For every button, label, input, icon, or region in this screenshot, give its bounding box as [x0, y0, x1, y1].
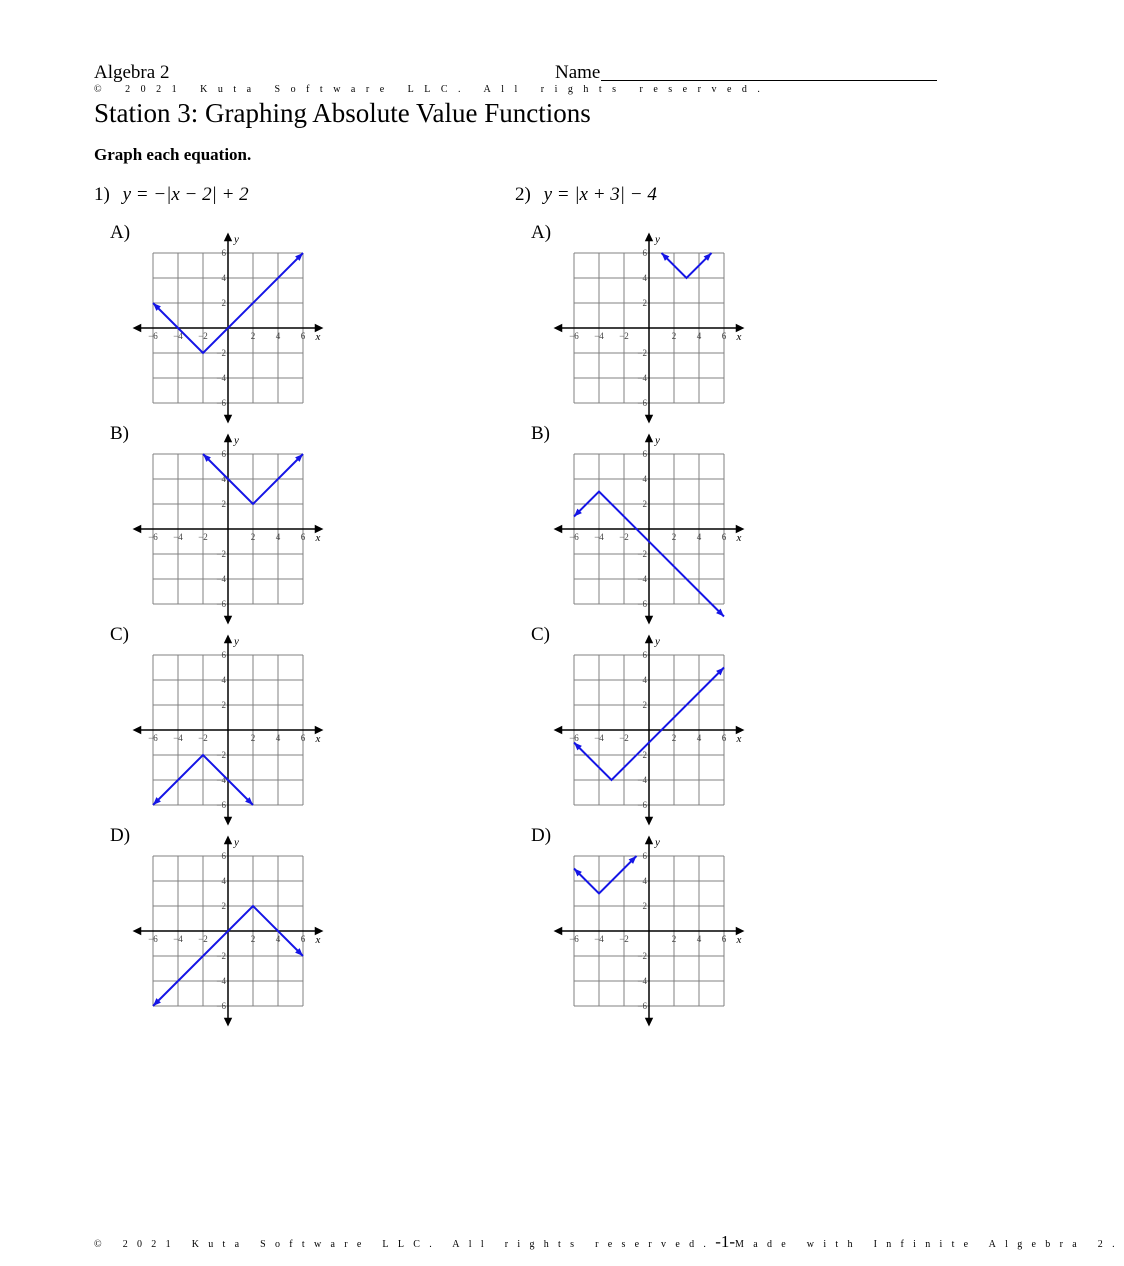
y-axis-label: y: [234, 635, 239, 648]
y-axis-label: y: [655, 635, 660, 648]
y-tick-label: 2: [642, 499, 647, 509]
y-axis-arrow: [225, 837, 231, 843]
y-tick-label: 2: [221, 298, 226, 308]
y-tick-label: 6: [642, 851, 647, 861]
y-axis-arrow: [225, 617, 231, 623]
problem-1-choice-graph[interactable]: [138, 831, 334, 1027]
problem-1: [94, 184, 249, 206]
y-tick-label: 2: [221, 901, 226, 911]
y-tick-label: −4: [216, 574, 226, 584]
x-tick-label: −4: [173, 934, 183, 944]
problem-2-choice-graph[interactable]: [559, 429, 755, 625]
problem-2-choice-label[interactable]: B): [531, 423, 550, 444]
x-tick-label: 4: [696, 733, 702, 743]
y-tick-label: −6: [637, 800, 647, 810]
y-tick-label: 4: [221, 474, 226, 484]
y-tick-label: 2: [221, 499, 226, 509]
y-tick-label: 6: [642, 449, 647, 459]
problem-2-number: 2): [515, 184, 531, 205]
x-tick-label: 6: [300, 934, 306, 944]
y-axis-arrow: [225, 636, 231, 642]
y-tick-label: 6: [221, 248, 226, 258]
problem-2: [515, 184, 657, 206]
y-tick-label: 2: [221, 700, 226, 710]
x-tick-label: 4: [696, 934, 702, 944]
axes: [555, 234, 743, 422]
x-tick-label: 6: [300, 331, 306, 341]
footer: [94, 1232, 1124, 1252]
x-axis-arrow: [134, 325, 140, 331]
y-axis-arrow: [225, 234, 231, 240]
y-axis-label: y: [234, 233, 239, 246]
y-axis-arrow: [646, 837, 652, 843]
y-tick-label: 4: [642, 876, 647, 886]
problem-1-number: 1): [94, 184, 110, 205]
x-tick-label: 2: [671, 934, 677, 944]
x-tick-label: 2: [250, 733, 256, 743]
y-tick-label: 4: [642, 675, 647, 685]
x-tick-label: −2: [619, 532, 629, 542]
y-axis-arrow: [225, 416, 231, 422]
axes: [555, 837, 743, 1025]
axes: [555, 435, 743, 623]
x-tick-label: −2: [619, 733, 629, 743]
x-tick-label: 6: [721, 934, 727, 944]
y-axis-arrow: [225, 1019, 231, 1025]
x-tick-label: 6: [721, 733, 727, 743]
y-axis-arrow: [646, 234, 652, 240]
x-tick-label: −6: [569, 331, 579, 341]
footer-made-with: Made with Infinite Algebra 2.: [735, 1239, 1124, 1250]
problem-1-choice-label[interactable]: B): [110, 423, 129, 444]
x-axis-arrow: [134, 526, 140, 532]
y-tick-label: −4: [216, 976, 226, 986]
problem-1-choice-label[interactable]: A): [110, 222, 131, 243]
x-axis-label: x: [315, 532, 321, 544]
problem-2-choice-graph[interactable]: [559, 831, 755, 1027]
x-tick-label: −4: [594, 733, 604, 743]
x-tick-label: −6: [569, 532, 579, 542]
y-tick-label: −2: [637, 348, 647, 358]
y-tick-label: −2: [216, 348, 226, 358]
x-axis-label: x: [736, 733, 742, 745]
y-tick-label: 2: [642, 901, 647, 911]
x-tick-label: 4: [275, 331, 281, 341]
x-tick-label: −4: [173, 331, 183, 341]
y-axis-label: y: [655, 434, 660, 447]
name-label: Name: [555, 62, 601, 83]
y-axis-arrow: [646, 818, 652, 824]
x-tick-label: −4: [594, 934, 604, 944]
x-tick-label: −4: [594, 532, 604, 542]
x-tick-label: −2: [198, 331, 208, 341]
problem-1-choice-graph[interactable]: [138, 429, 334, 625]
x-tick-label: 6: [721, 331, 727, 341]
x-tick-label: 4: [275, 934, 281, 944]
y-tick-label: 4: [642, 474, 647, 484]
x-tick-label: 6: [300, 532, 306, 542]
y-tick-label: −4: [216, 373, 226, 383]
x-tick-label: 2: [250, 532, 256, 542]
problem-1-equation: y = −|x − 2| + 2: [122, 184, 249, 205]
y-tick-label: −4: [637, 976, 647, 986]
footer-copyright: © 2021 Kuta Software LLC. All rights reserved.: [94, 1239, 716, 1250]
x-tick-label: 4: [696, 532, 702, 542]
y-tick-label: −2: [216, 951, 226, 961]
y-tick-label: −6: [216, 599, 226, 609]
y-tick-label: −2: [637, 951, 647, 961]
name-blank-line[interactable]: [601, 80, 937, 81]
x-axis-label: x: [315, 733, 321, 745]
axes: [555, 636, 743, 824]
y-tick-label: −2: [637, 549, 647, 559]
y-tick-label: −2: [637, 750, 647, 760]
x-axis-label: x: [315, 331, 321, 343]
problem-2-choice-label[interactable]: D): [531, 825, 552, 846]
y-tick-label: −6: [637, 1001, 647, 1011]
x-axis-arrow: [134, 928, 140, 934]
y-tick-label: −6: [216, 800, 226, 810]
x-axis-label: x: [736, 934, 742, 946]
y-tick-label: −4: [637, 775, 647, 785]
x-tick-label: −6: [148, 532, 158, 542]
y-axis-arrow: [646, 636, 652, 642]
y-axis-arrow: [646, 1019, 652, 1025]
x-tick-label: −6: [148, 331, 158, 341]
y-tick-label: 4: [642, 273, 647, 283]
y-tick-label: 2: [642, 700, 647, 710]
x-tick-label: 2: [250, 331, 256, 341]
y-tick-label: −2: [216, 549, 226, 559]
x-tick-label: −2: [619, 934, 629, 944]
x-tick-label: 4: [275, 733, 281, 743]
x-tick-label: −4: [173, 532, 183, 542]
course-title: Algebra 2: [94, 62, 170, 83]
x-tick-label: −4: [173, 733, 183, 743]
y-tick-label: −6: [216, 398, 226, 408]
x-axis-arrow: [555, 928, 561, 934]
y-axis-arrow: [225, 818, 231, 824]
problem-1-choice-label[interactable]: C): [110, 624, 129, 645]
problem-1-choice-graph[interactable]: [138, 228, 334, 424]
y-axis-label: y: [234, 434, 239, 447]
problem-1-choice-label[interactable]: D): [110, 825, 131, 846]
x-tick-label: −2: [198, 733, 208, 743]
x-tick-label: 2: [671, 532, 677, 542]
instructions: Graph each equation.: [94, 145, 252, 164]
x-tick-label: −6: [148, 733, 158, 743]
y-tick-label: −6: [637, 398, 647, 408]
y-tick-label: −6: [216, 1001, 226, 1011]
x-tick-label: −2: [619, 331, 629, 341]
y-axis-arrow: [646, 617, 652, 623]
x-tick-label: −4: [594, 331, 604, 341]
x-axis-arrow: [555, 526, 561, 532]
y-tick-label: −2: [216, 750, 226, 760]
x-tick-label: −6: [148, 934, 158, 944]
x-axis-label: x: [736, 331, 742, 343]
y-axis-arrow: [646, 435, 652, 441]
worksheet-title: Station 3: Graphing Absolute Value Functions: [94, 98, 591, 128]
x-tick-label: 6: [721, 532, 727, 542]
y-tick-label: 2: [642, 298, 647, 308]
x-tick-label: 4: [696, 331, 702, 341]
problem-1-choice-graph[interactable]: [138, 630, 334, 826]
y-tick-label: −6: [637, 599, 647, 609]
x-tick-label: 2: [250, 934, 256, 944]
problem-2-equation: y = |x + 3| − 4: [543, 184, 657, 205]
x-tick-label: −2: [198, 934, 208, 944]
graph-line: [574, 856, 637, 894]
y-tick-label: −4: [637, 574, 647, 584]
x-tick-label: 4: [275, 532, 281, 542]
problem-2-choice-label[interactable]: A): [531, 222, 552, 243]
problem-2-choice-graph[interactable]: [559, 228, 755, 424]
x-axis-label: x: [736, 532, 742, 544]
y-tick-label: 6: [221, 851, 226, 861]
y-tick-label: −4: [216, 775, 226, 785]
problem-2-choice-graph[interactable]: [559, 630, 755, 826]
y-tick-label: −4: [637, 373, 647, 383]
x-axis-arrow: [555, 727, 561, 733]
y-axis-label: y: [234, 836, 239, 849]
y-tick-label: 4: [221, 876, 226, 886]
x-tick-label: 2: [671, 331, 677, 341]
y-tick-label: 6: [642, 650, 647, 660]
x-axis-arrow: [134, 727, 140, 733]
copyright-notice: © 2021 Kuta Software LLC. All rights reserved.: [94, 84, 771, 95]
x-tick-label: 6: [300, 733, 306, 743]
x-axis-label: x: [315, 934, 321, 946]
y-tick-label: 4: [221, 675, 226, 685]
x-axis-arrow: [555, 325, 561, 331]
y-axis-arrow: [646, 416, 652, 422]
x-tick-label: 2: [671, 733, 677, 743]
y-axis-label: y: [655, 836, 660, 849]
x-tick-label: −6: [569, 733, 579, 743]
y-axis-label: y: [655, 233, 660, 246]
x-tick-label: −6: [569, 934, 579, 944]
page-number: -1-: [715, 1232, 736, 1251]
problem-2-choice-label[interactable]: C): [531, 624, 550, 645]
y-tick-label: 4: [221, 273, 226, 283]
y-tick-label: 6: [221, 449, 226, 459]
y-axis-arrow: [225, 435, 231, 441]
x-tick-label: −2: [198, 532, 208, 542]
y-tick-label: 6: [221, 650, 226, 660]
y-tick-label: 6: [642, 248, 647, 258]
